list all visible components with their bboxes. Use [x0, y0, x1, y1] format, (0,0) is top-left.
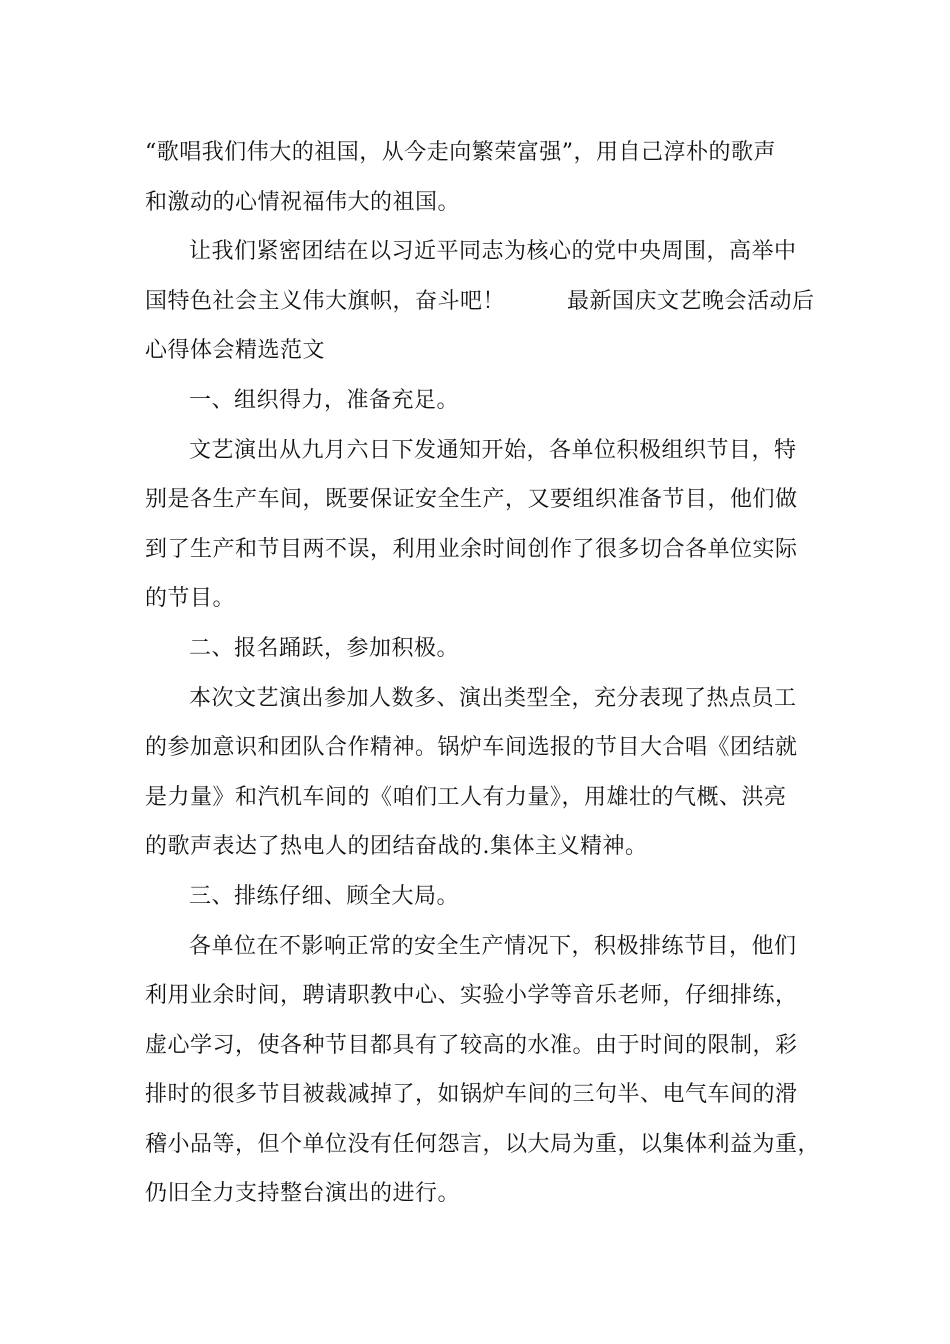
- text-line: [145, 1120, 825, 1170]
- line-text: 三、排练仔细、顾全大局。: [189, 883, 460, 909]
- line-text: 排时的很多节目被裁减掉了，如锅炉车间的三句半、电气车间的滑: [145, 1082, 798, 1108]
- line-text: 本次文艺演出参加人数多、演出类型全，充分表现了热点员工: [189, 685, 797, 711]
- line-text: 别是各生产车间，既要保证安全生产，又要组织准备节目，他们做: [145, 487, 798, 513]
- line-text: 国特色社会主义伟大旗帜，奋斗吧！: [145, 288, 506, 314]
- section-heading: [145, 872, 825, 922]
- line-text: 和激动的心情祝福伟大的祖国。: [145, 189, 461, 215]
- text-line: [145, 1070, 825, 1120]
- line-text: 的节目。: [145, 586, 236, 612]
- text-line: [145, 227, 825, 277]
- text-line: [145, 426, 825, 476]
- text-line: [145, 723, 825, 773]
- line-text: 仍旧全力支持整台演出的进行。: [145, 1181, 461, 1207]
- line-text: 到了生产和节目两不误，利用业余时间创作了很多切合各单位实际: [145, 536, 798, 562]
- line-text: 是力量》和汽机车间的《咱们工人有力量》，用雄壮的气概、洪亮: [145, 784, 787, 810]
- line-text: 的歌声表达了热电人的团结奋战的.集体主义精神。: [145, 834, 648, 860]
- text-line: [145, 178, 825, 228]
- heading-start: 最新国庆文艺晚会活动后: [567, 288, 815, 314]
- text-line: [145, 525, 825, 575]
- line-text: 利用业余时间，聘请职教中心、实验小学等音乐老师，仔细排练，: [145, 983, 798, 1009]
- text-line: [145, 773, 825, 823]
- text-line: [145, 574, 825, 624]
- line-text: 虚心学习，使各种节目都具有了较高的水准。由于时间的限制，彩: [145, 1032, 798, 1058]
- text-line: [145, 326, 825, 376]
- line-text: 各单位在不影响正常的安全生产情况下，积极排练节目，他们: [189, 933, 797, 959]
- text-line: [145, 822, 825, 872]
- document-body: [145, 128, 825, 1219]
- text-line: [145, 128, 825, 178]
- line-text: “歌唱我们伟大的祖国，从今走向繁荣富强”，用自己淳朴的歌声: [145, 140, 776, 165]
- line-text: 的参加意识和团队合作精神。锅炉车间选报的节目大合唱《团结就: [145, 735, 798, 761]
- text-line: [145, 475, 825, 525]
- text-line: [145, 674, 825, 724]
- section-heading: [145, 624, 825, 674]
- line-text: 二、报名踊跃，参加积极。: [189, 635, 460, 661]
- line-text: 稽小品等，但个单位没有任何怨言，以大局为重，以集体利益为重，: [145, 1131, 821, 1157]
- text-line: [145, 277, 825, 327]
- text-line: [145, 1169, 825, 1219]
- line-text: 文艺演出从九月六日下发通知开始，各单位积极组织节目，特: [189, 437, 797, 463]
- line-text: 一、组织得力，准备充足。: [189, 387, 460, 413]
- text-line: [145, 1021, 825, 1071]
- text-line: [145, 922, 825, 972]
- line-text: 心得体会精选范文: [145, 338, 326, 364]
- line-text: 让我们紧密团结在以习近平同志为核心的党中央周围，高举中: [189, 239, 797, 265]
- text-line: [145, 971, 825, 1021]
- section-heading: [145, 376, 825, 426]
